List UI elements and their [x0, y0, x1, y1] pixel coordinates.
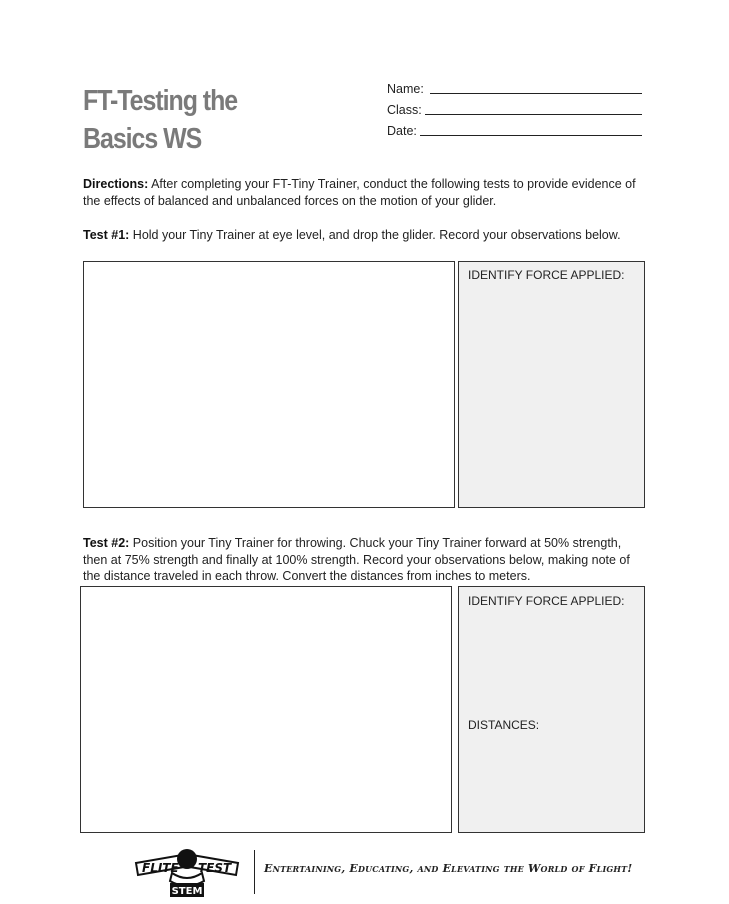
name-label: Name:: [387, 82, 424, 96]
class-field[interactable]: [387, 103, 422, 117]
date-field[interactable]: [387, 124, 417, 138]
directions-label: Directions:: [83, 177, 149, 191]
name-line[interactable]: [430, 93, 642, 94]
class-label: Class:: [387, 103, 422, 117]
plane-icon: [132, 843, 242, 899]
test2-text: Position your Tiny Trainer for throwing. Chuck your Tiny Trainer forward at 50% strength, then at 75% strength and finally at 100% strength. Record your observations below, making note of the distance traveled in each throw. Convert the distances from inches to meters.: [83, 536, 630, 583]
test1-force-label: IDENTIFY FORCE APPLIED:: [468, 268, 625, 282]
logo-flite-text: FLITE: [142, 861, 179, 875]
date-label: Date:: [387, 124, 417, 138]
class-line[interactable]: [425, 114, 642, 115]
name-field[interactable]: [387, 82, 424, 96]
flite-test-stem-logo: [132, 843, 242, 899]
test1-force-box[interactable]: [458, 261, 645, 508]
test2-force-box[interactable]: [458, 586, 645, 833]
directions-paragraph: [83, 176, 638, 209]
test2-observation-box[interactable]: [80, 586, 452, 833]
test1-label: Test #1:: [83, 228, 130, 242]
test2-distances-label: DISTANCES:: [468, 718, 540, 732]
worksheet-title: [83, 82, 307, 158]
footer-tagline: Entertaining, Educating, and Elevating the World of Flight!: [264, 862, 633, 875]
title-line-1: FT-Testing the: [83, 85, 238, 117]
logo-stem-text: STEM: [171, 886, 203, 897]
test1-paragraph: [83, 227, 638, 244]
test1-observation-box[interactable]: [83, 261, 455, 508]
title-line-2: Basics WS: [83, 123, 202, 155]
test2-force-label: IDENTIFY FORCE APPLIED:: [468, 594, 625, 608]
test1-text: Hold your Tiny Trainer at eye level, and drop the glider. Record your observations below.: [129, 228, 621, 242]
directions-text: After completing your FT-Tiny Trainer, conduct the following tests to provide evidence of the effects of balanced and unbalanced forces on the motion of your glider.: [83, 177, 636, 208]
test2-paragraph: [83, 535, 638, 585]
test2-label: Test #2:: [83, 536, 130, 550]
footer-divider: [254, 850, 255, 894]
date-line[interactable]: [420, 135, 642, 136]
logo-test-text: TEST: [198, 861, 232, 875]
